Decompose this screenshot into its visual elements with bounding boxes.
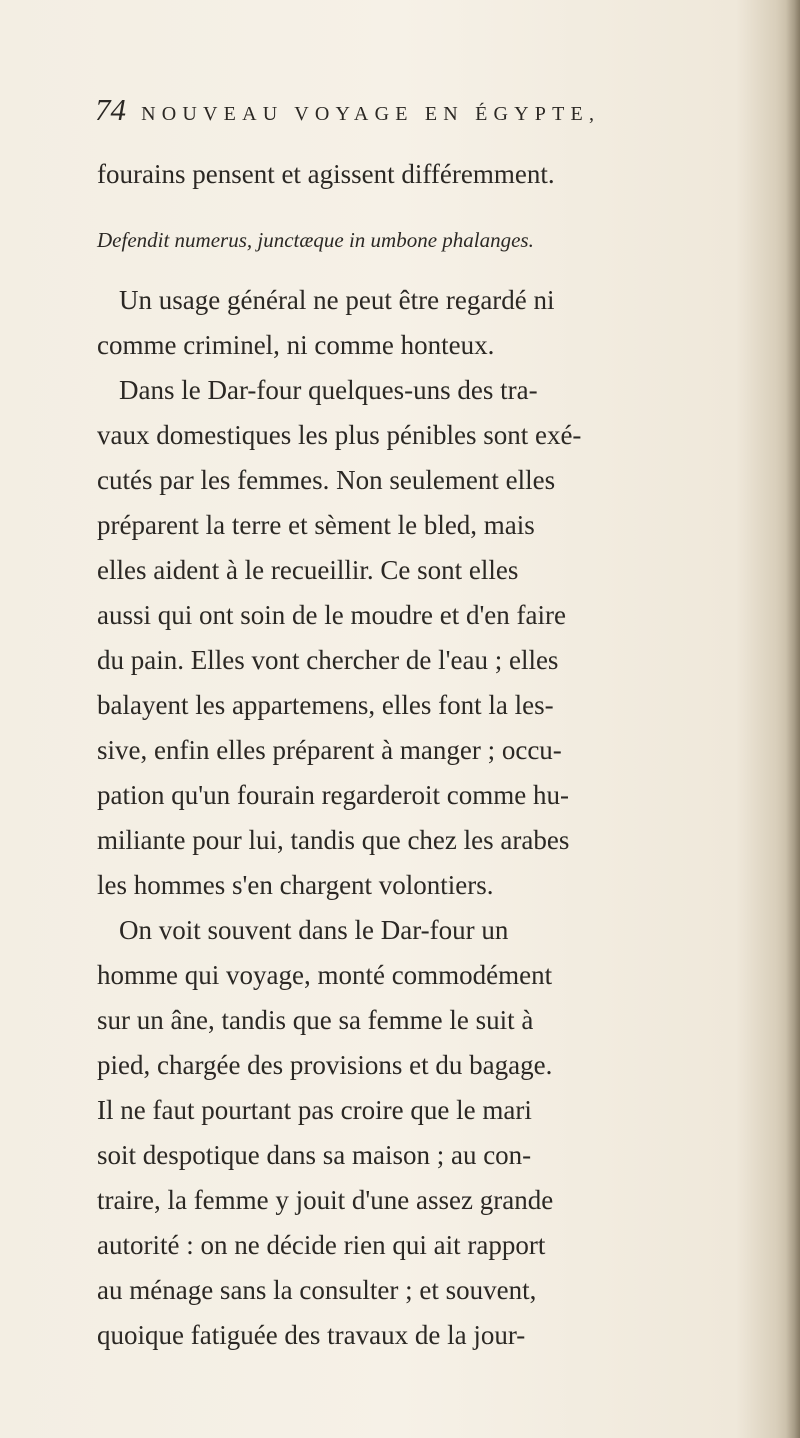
text-line: sur un âne, tandis que sa femme le suit à	[97, 1005, 534, 1035]
text-line: comme criminel, ni comme honteux.	[97, 330, 495, 360]
running-head	[95, 92, 755, 138]
text-line: fourains pensent et agissent différemment.	[97, 159, 555, 189]
text-line: Un usage général ne peut être regardé ni	[119, 285, 555, 315]
text-line: Il ne faut pourtant pas croire que le mari	[97, 1095, 532, 1125]
running-title: NOUVEAU VOYAGE EN ÉGYPTE,	[141, 103, 601, 125]
text-line: autorité : on ne décide rien qui ait rapport	[97, 1230, 546, 1260]
text-line: traire, la femme y jouit d'une assez grande	[97, 1185, 554, 1215]
text-line: miliante pour lui, tandis que chez les arabes	[97, 825, 570, 855]
text-line: Dans le Dar-four quelques-uns des tra-	[119, 375, 538, 405]
text-line: pation qu'un fourain regarderoit comme hu-	[97, 780, 569, 810]
text-line: aussi qui ont soin de le moudre et d'en faire	[97, 600, 566, 630]
text-line: préparent la terre et sèment le bled, mais	[97, 510, 535, 540]
text-line: sive, enfin elles préparent à manger ; occu-	[97, 735, 562, 765]
text-line: balayent les appartemens, elles font la les-	[97, 690, 554, 720]
text-line: cutés par les femmes. Non seulement elles	[97, 465, 556, 495]
text-line: On voit souvent dans le Dar-four un	[119, 915, 509, 945]
text-line: vaux domestiques les plus pénibles sont exé-	[97, 420, 582, 450]
text-line: soit despotique dans sa maison ; au con-	[97, 1140, 532, 1170]
text-line: elles aident à le recueillir. Ce sont elles	[97, 555, 519, 585]
text-line: pied, chargée des provisions et du bagage.	[97, 1050, 553, 1080]
latin-quotation: Defendit numerus, junctæque in umbone phalanges.	[97, 228, 534, 252]
page-number: 74	[95, 92, 126, 127]
text-line: au ménage sans la consulter ; et souvent,	[97, 1275, 537, 1305]
page-edge-shadow	[786, 0, 800, 1438]
text-line: du pain. Elles vont chercher de l'eau ; elles	[97, 645, 559, 675]
text-line: homme qui voyage, monté commodément	[97, 960, 553, 990]
text-line: les hommes s'en chargent volontiers.	[97, 870, 494, 900]
text-line: quoique fatiguée des travaux de la jour-	[97, 1320, 526, 1350]
